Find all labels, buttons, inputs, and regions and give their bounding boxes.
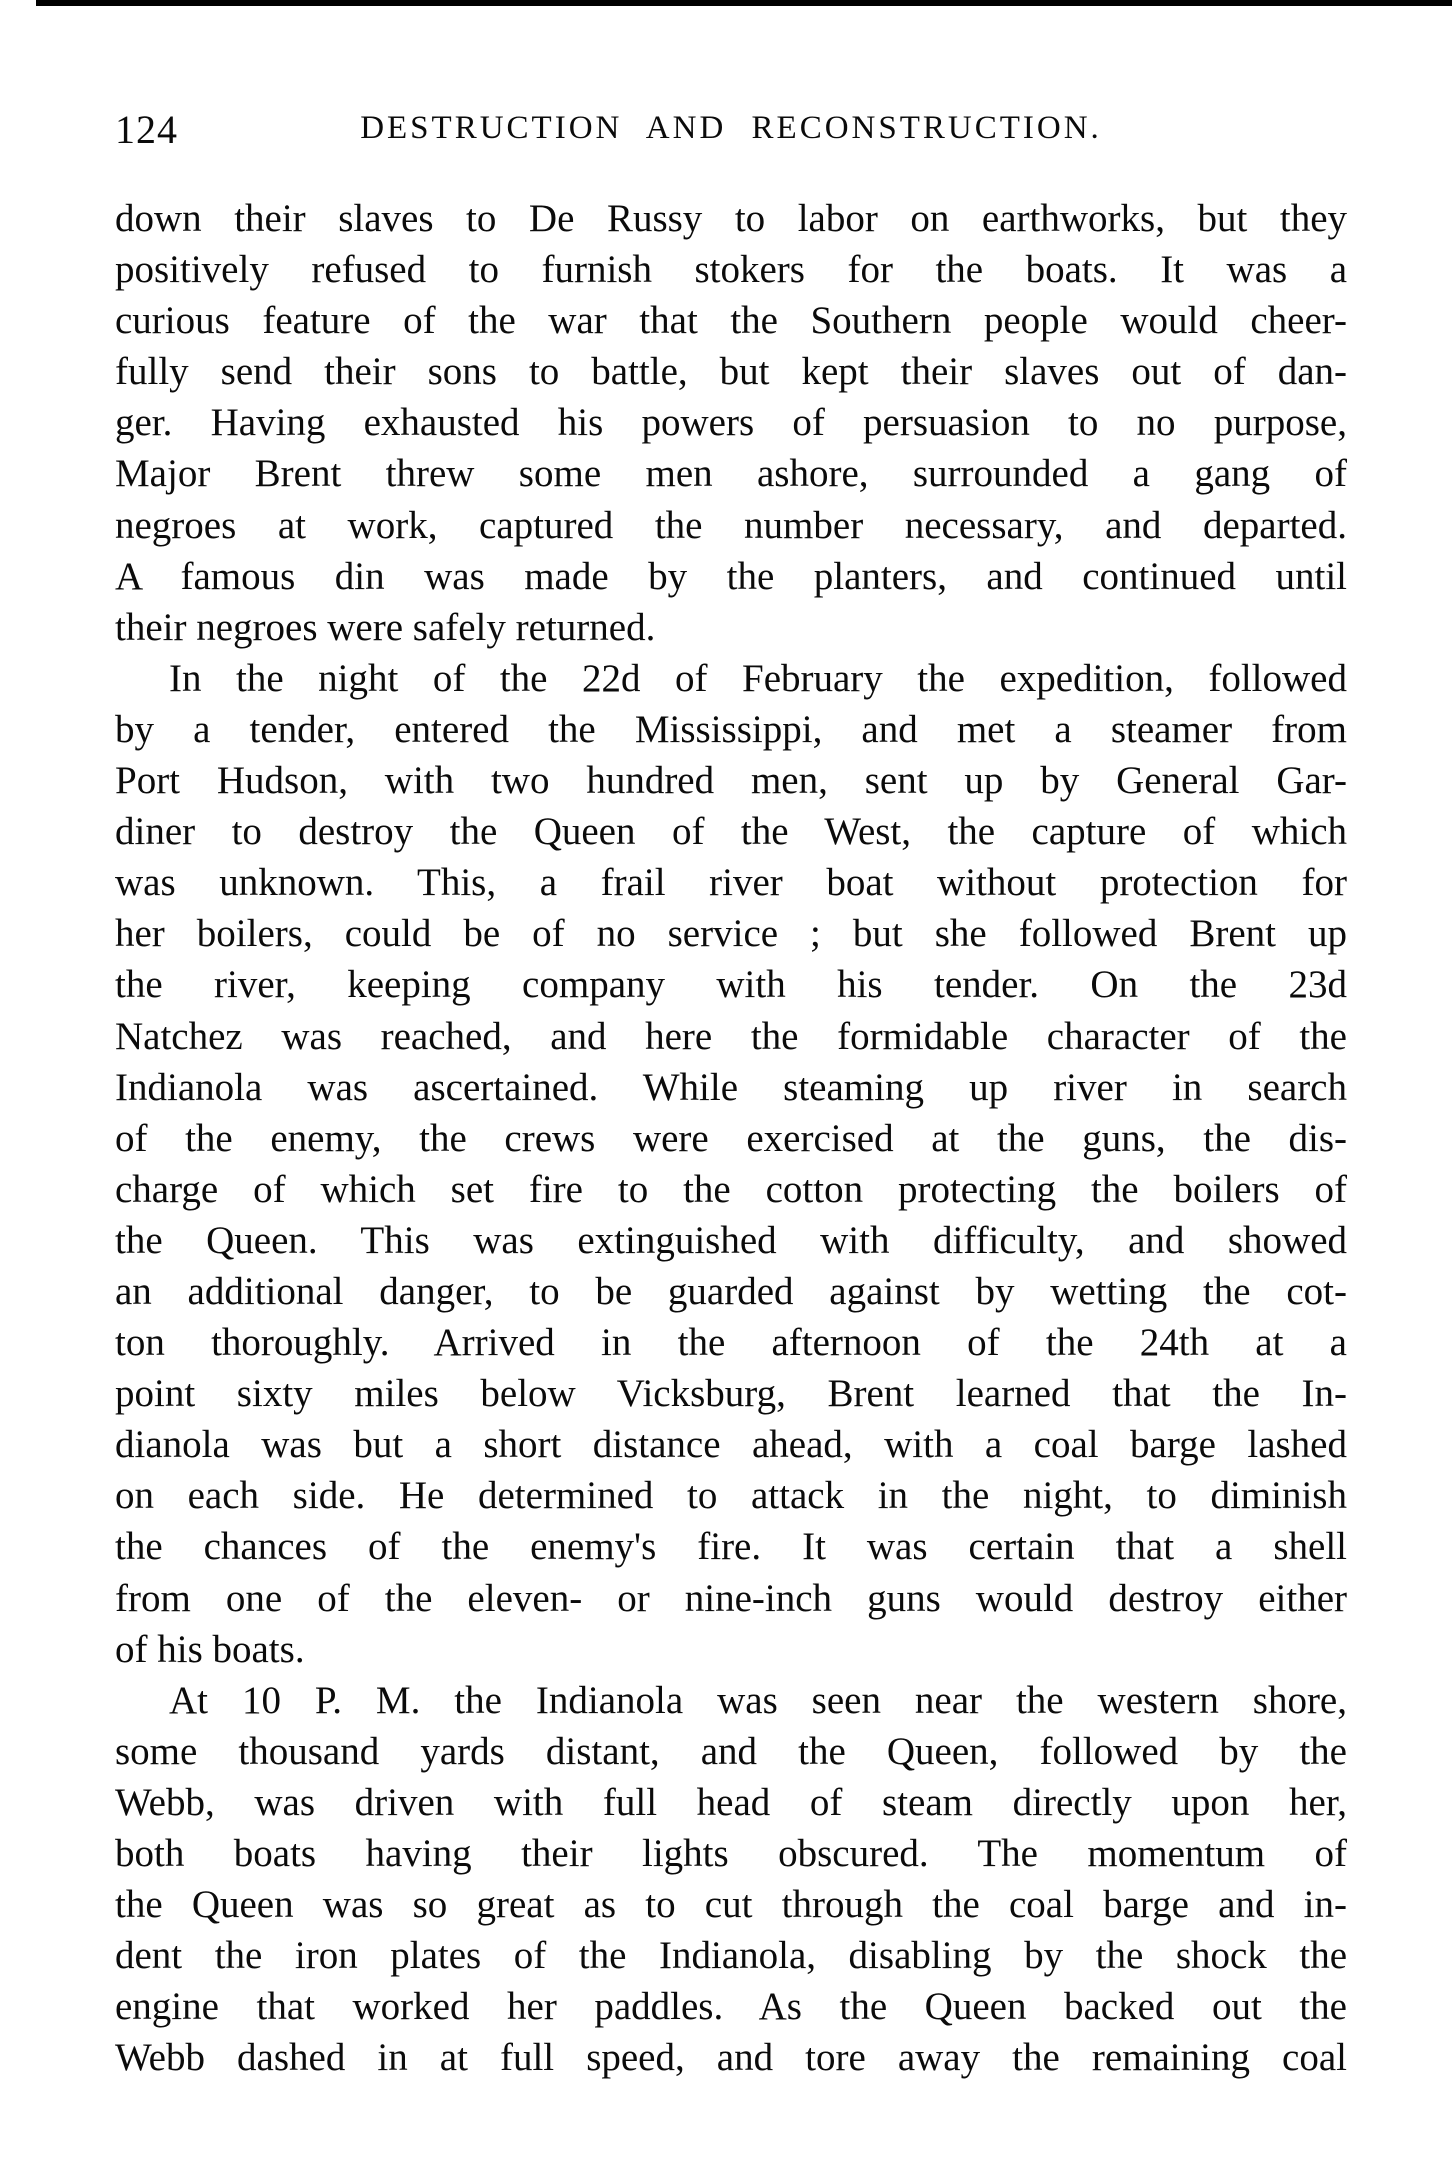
text-line: Natchez was reached, and here the formidable character of the	[115, 1014, 1347, 1058]
paragraph	[115, 1675, 1347, 2084]
text-line: A famous din was made by the planters, and continued until	[115, 554, 1347, 598]
text-line: negroes at work, captured the number necessary, and departed.	[115, 503, 1347, 547]
text-line: point sixty miles below Vicksburg, Brent learned that the In-	[115, 1372, 1347, 1416]
text-line: Indianola was ascertained. While steaming up river in search	[115, 1065, 1347, 1109]
text-line: on each side. He determined to attack in the night, to diminish	[115, 1474, 1347, 1518]
body-text	[115, 193, 1347, 2083]
text-line: by a tender, entered the Mississippi, and met a steamer from	[115, 707, 1347, 751]
text-line: ger. Having exhausted his powers of persuasion to no purpose,	[115, 401, 1347, 445]
text-line: dianola was but a short distance ahead, with a coal barge lashed	[115, 1423, 1347, 1467]
scan-edge-artifact	[36, 0, 1452, 6]
text-line: At 10 P. M. the Indianola was seen near the western shore,	[169, 1678, 1347, 1722]
text-line: Major Brent threw some men ashore, surrounded a gang of	[115, 452, 1347, 496]
text-line: from one of the eleven- or nine-inch guns would destroy either	[115, 1576, 1347, 1620]
text-line: Port Hudson, with two hundred men, sent up by General Gar-	[115, 759, 1347, 803]
text-line: the river, keeping company with his tender. On the 23d	[115, 963, 1347, 1007]
text-line: an additional danger, to be guarded against by wetting the cot-	[115, 1269, 1347, 1313]
running-header	[115, 104, 1347, 152]
text-line: her boilers, could be of no service ; but she followed Brent up	[115, 912, 1347, 956]
paragraph	[115, 193, 1347, 653]
text-line: the chances of the enemy's fire. It was certain that a shell	[115, 1525, 1347, 1569]
running-header-title: DESTRUCTION AND RECONSTRUCTION.	[360, 110, 1102, 146]
text-line: positively refused to furnish stokers for the boats. It was a	[115, 248, 1347, 292]
page-number: 124	[115, 107, 178, 152]
text-line: the Queen was so great as to cut through the coal barge and in-	[115, 1883, 1347, 1927]
paragraph	[115, 653, 1347, 1675]
text-line: curious feature of the war that the Southern people would cheer-	[115, 299, 1347, 343]
text-line: some thousand yards distant, and the Queen, followed by the	[115, 1729, 1347, 1773]
text-line: fully send their sons to battle, but kept their slaves out of dan-	[115, 350, 1347, 394]
text-line: the Queen. This was extinguished with difficulty, and showed	[115, 1218, 1347, 1262]
text-line: both boats having their lights obscured. The momentum of	[115, 1832, 1347, 1875]
text-line: Webb, was driven with full head of steam directly upon her,	[115, 1780, 1347, 1824]
text-line: charge of which set fire to the cotton protecting the boilers of	[115, 1167, 1347, 1211]
text-line: of his boats.	[115, 1627, 305, 1671]
text-line: ton thoroughly. Arrived in the afternoon of the 24th at a	[115, 1321, 1347, 1365]
text-line: of the enemy, the crews were exercised at the guns, the dis-	[115, 1116, 1347, 1160]
text-line: dent the iron plates of the Indianola, disabling by the shock the	[115, 1934, 1347, 1978]
text-line: diner to destroy the Queen of the West, the capture of which	[115, 810, 1347, 854]
text-line: In the night of the 22d of February the expedition, followed	[169, 656, 1347, 700]
text-line: Webb dashed in at full speed, and tore away the remaining coal	[115, 2036, 1347, 2080]
text-line: down their slaves to De Russy to labor on earthworks, but they	[115, 197, 1347, 240]
text-line: engine that worked her paddles. As the Queen backed out the	[115, 1985, 1347, 2029]
text-line: was unknown. This, a frail river boat without protection for	[115, 861, 1347, 905]
text-line: their negroes were safely returned.	[115, 605, 656, 649]
